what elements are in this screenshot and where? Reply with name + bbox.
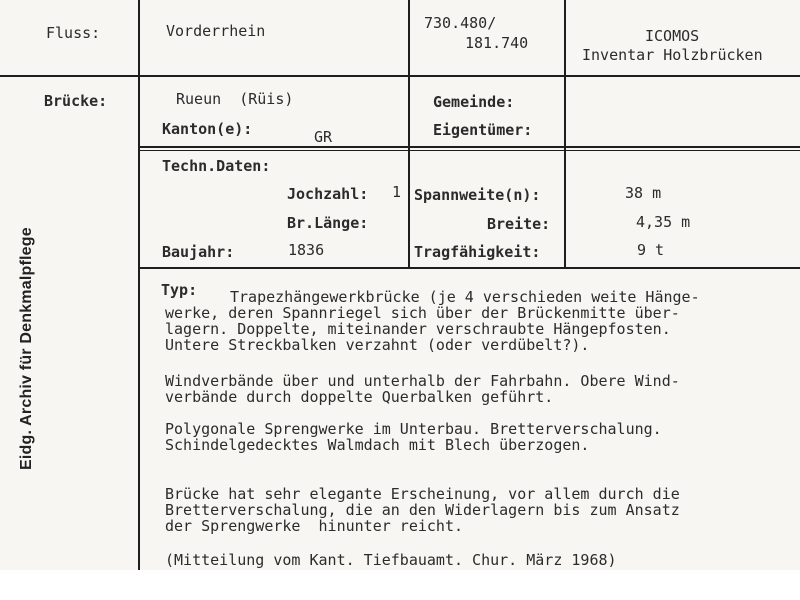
tragfaehigkeit-label: Tragfähigkeit: xyxy=(414,243,541,261)
description-p3-line-1: Polygonale Sprengwerke im Unterbau. Bretterverschalung. xyxy=(165,420,662,438)
divider-tech-top-inner xyxy=(138,150,800,151)
kanton-label: Kanton(e): xyxy=(162,120,253,138)
tech-heading: Techn.Daten: xyxy=(162,157,271,175)
jochzahl-value: 1 xyxy=(392,183,402,201)
org-name: ICOMOS xyxy=(645,27,700,45)
coordinates-line-1: 730.480/ xyxy=(424,14,497,32)
source-note: (Mitteilung vom Kant. Tiefbauamt. Chur. März 1968) xyxy=(165,551,617,569)
description-p1-line-3: lagern. Doppelte, miteinander verschraubte Hängepfosten. xyxy=(165,320,671,338)
brlaenge-label: Br.Länge: xyxy=(287,214,369,232)
description-p1-line-4: Untere Streckbalken verzahnt (oder verdübelt?). xyxy=(165,336,590,354)
bruecke-label: Brücke: xyxy=(44,92,108,110)
description-p2-line-1: Windverbände über und unterhalb der Fahrbahn. Obere Wind- xyxy=(165,372,680,390)
description-p2-line-2: verbände durch doppelte Querbalken geführt. xyxy=(165,388,554,406)
description-p4-line-1: Brücke hat sehr elegante Erscheinung, vor allem durch die xyxy=(165,485,680,503)
coordinates-line-2: 181.740 xyxy=(465,34,529,52)
archive-stamp: Eidg. Archiv für Denkmalpflege xyxy=(18,227,35,470)
divider-header-bottom xyxy=(0,75,800,77)
divider-coordinates-left xyxy=(408,0,410,268)
divider-left-column xyxy=(138,0,140,570)
eigentuemer-label: Eigentümer: xyxy=(433,121,533,139)
breite-value: 4,35 m xyxy=(636,213,691,231)
spannweite-label: Spannweite(n): xyxy=(414,186,541,204)
baujahr-value: 1836 xyxy=(288,241,325,259)
breite-label: Breite: xyxy=(487,215,551,233)
description-p1-line-1: Trapezhängewerkbrücke (je 4 verschieden weite Hänge- xyxy=(230,288,700,306)
fluss-label: Fluss: xyxy=(46,24,101,42)
bridge-name: Rueun (Rüis) xyxy=(176,90,294,108)
tragfaehigkeit-value: 9 t xyxy=(637,241,665,259)
description-p4-line-2: Bretterverschalung, die an den Widerlagern bis zum Ansatz xyxy=(165,501,680,519)
fluss-value: Vorderrhein xyxy=(166,22,266,40)
description-p4-line-3: der Sprengwerke hinunter reicht. xyxy=(165,517,464,535)
divider-tech-top xyxy=(138,146,800,148)
baujahr-label: Baujahr: xyxy=(162,243,235,261)
gemeinde-label: Gemeinde: xyxy=(433,93,515,111)
spannweite-value: 38 m xyxy=(625,184,662,202)
org-subtitle: Inventar Holzbrücken xyxy=(582,46,763,64)
divider-coordinates-right xyxy=(564,0,566,268)
kanton-value: GR xyxy=(314,128,333,146)
divider-tech-bottom xyxy=(138,267,800,269)
jochzahl-label: Jochzahl: xyxy=(287,185,369,203)
description-p3-line-2: Schindelgedecktes Walmdach mit Blech überzogen. xyxy=(165,436,590,454)
description-p1-line-2: werke, deren Spannriegel sich über der Brückenmitte über- xyxy=(165,304,680,322)
typ-label: Typ: xyxy=(161,281,198,299)
